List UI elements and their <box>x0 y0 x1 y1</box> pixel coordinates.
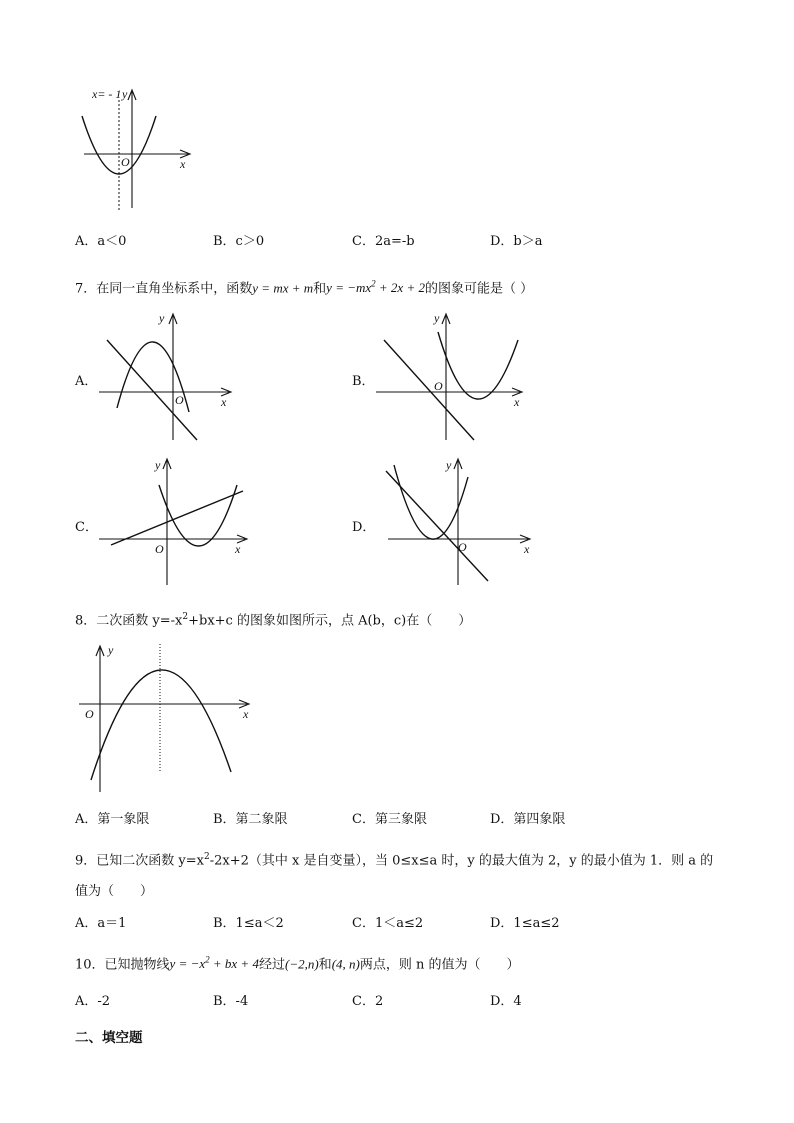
q7-formula-2 <box>326 280 425 295</box>
q7b-parabola <box>438 332 518 399</box>
q10-formula-rest: + bx + 4 <box>209 956 259 972</box>
q10-option-d[interactable]: D．4 <box>490 994 522 1009</box>
q10-point-2: (4, n) <box>331 956 360 972</box>
q8-parabola <box>91 670 231 780</box>
q7a-y-label: y <box>159 311 165 325</box>
q7-graph-a <box>95 310 240 445</box>
q10-formula-main: y = −x <box>169 956 206 972</box>
q6-option-d[interactable]: D．b＞a <box>490 234 543 249</box>
q7b-y-label: y <box>434 311 440 325</box>
q8-option-d[interactable]: D．第四象限 <box>490 812 566 827</box>
q10-through: 经过 <box>258 957 285 973</box>
q8-option-b[interactable]: B．第二象限 <box>213 812 288 827</box>
q6-option-c[interactable]: C．2a=-b <box>352 234 415 249</box>
q7-option-a[interactable]: A． <box>75 374 98 389</box>
q7d-x-label: x <box>524 542 530 556</box>
q7-stem <box>75 276 533 297</box>
q7d-origin-label: O <box>458 540 467 554</box>
q8-stem-exp: 2 <box>182 612 189 622</box>
q10-formula-exp: 2 <box>205 955 210 965</box>
q9-line1-pre: 9．已知二次函数 y=x <box>75 853 204 869</box>
q8-stem-pre: 8．二次函数 y=-x <box>75 613 183 629</box>
q7-stem-suffix: 的图象可能是（ ） <box>424 281 534 297</box>
q7-formula-1: y = mx + m <box>252 280 314 296</box>
q7b-line <box>384 340 474 440</box>
q8-origin-label: O <box>85 707 94 721</box>
q7c-line <box>111 491 243 545</box>
q7-graph-b <box>372 310 532 445</box>
q7a-origin-label: O <box>175 393 184 407</box>
q8-y-axis-label: y <box>108 643 114 657</box>
q6-origin-label: O <box>121 155 130 169</box>
q8-option-c[interactable]: C．第三象限 <box>352 812 427 827</box>
q10-and: 和 <box>318 957 332 973</box>
q7c-origin-label: O <box>155 542 164 556</box>
q8-x-axis-label: x <box>243 707 249 721</box>
q9-stem-line2: 值为（ ） <box>75 884 154 899</box>
q7a-x-label: x <box>221 395 227 409</box>
q6-option-a[interactable]: A．a＜0 <box>75 234 127 249</box>
q9-stem-line1 <box>75 849 713 869</box>
q8-option-a[interactable]: A．第一象限 <box>75 812 150 827</box>
q7-option-b[interactable]: B． <box>352 374 375 389</box>
q7c-y-label: y <box>155 458 161 472</box>
q7b-x-label: x <box>514 395 520 409</box>
q8-stem-post: +bx+c 的图象如图所示，点 A(b，c)在（ ） <box>188 613 472 629</box>
q10-formula <box>170 956 259 971</box>
q7-graph-d <box>384 455 544 590</box>
q7d-line <box>386 471 488 581</box>
q7d-y-label: y <box>446 458 452 472</box>
q10-option-b[interactable]: B．-4 <box>213 994 249 1009</box>
q9-option-b[interactable]: B．1≤a＜2 <box>213 916 284 931</box>
q9-option-c[interactable]: C．1＜a≤2 <box>352 916 424 931</box>
q10-stem <box>75 952 520 973</box>
q7c-x-label: x <box>235 542 241 556</box>
q10-option-c[interactable]: C．2 <box>352 994 384 1009</box>
q9-line1-post: -2x+2（其中 x 是自变量），当 0≤x≤a 时，y 的最大值为 2，y 的最小值为 1．则 a 的 <box>209 853 714 869</box>
q10-stem-suffix: 两点，则 n 的值为（ ） <box>359 957 520 973</box>
q7c-parabola <box>159 485 237 546</box>
q7-graph-c <box>95 455 255 590</box>
q10-point-1: (−2,n) <box>284 956 319 972</box>
q10-option-a[interactable]: A．-2 <box>75 994 111 1009</box>
q6-option-b[interactable]: B．c＞0 <box>213 234 265 249</box>
q7-stem-prefix: 7．在同一直角坐标系中，函数 <box>75 281 253 297</box>
q9-option-a[interactable]: A．a＝1 <box>75 916 127 931</box>
q7-formula-2-rest: + 2x + 2 <box>375 280 425 296</box>
q7-option-d[interactable]: D． <box>352 520 376 535</box>
q7-option-c[interactable]: C． <box>75 520 98 535</box>
q6-parabola-figure <box>70 80 200 215</box>
q7-formula-2-main: y = −mx <box>326 280 372 296</box>
q7-and: 和 <box>313 281 327 297</box>
q8-stem <box>75 609 471 629</box>
q7d-parabola <box>394 465 468 539</box>
q9-line1-exp: 2 <box>203 852 210 862</box>
q10-stem-prefix: 10．已知抛物线 <box>75 957 170 973</box>
section-heading: 二、填空题 <box>75 1030 143 1046</box>
q9-option-d[interactable]: D．1≤a≤2 <box>490 916 560 931</box>
q7-formula-2-exp: 2 <box>371 279 376 289</box>
q8-parabola-figure <box>75 640 260 795</box>
q6-y-axis-label: y <box>122 87 128 101</box>
q7b-origin-label: O <box>434 379 443 393</box>
q7a-line <box>107 340 197 440</box>
q6-x-axis-label: x <box>180 157 186 171</box>
q6-vertical-line-label: x= - 1 <box>92 87 122 101</box>
